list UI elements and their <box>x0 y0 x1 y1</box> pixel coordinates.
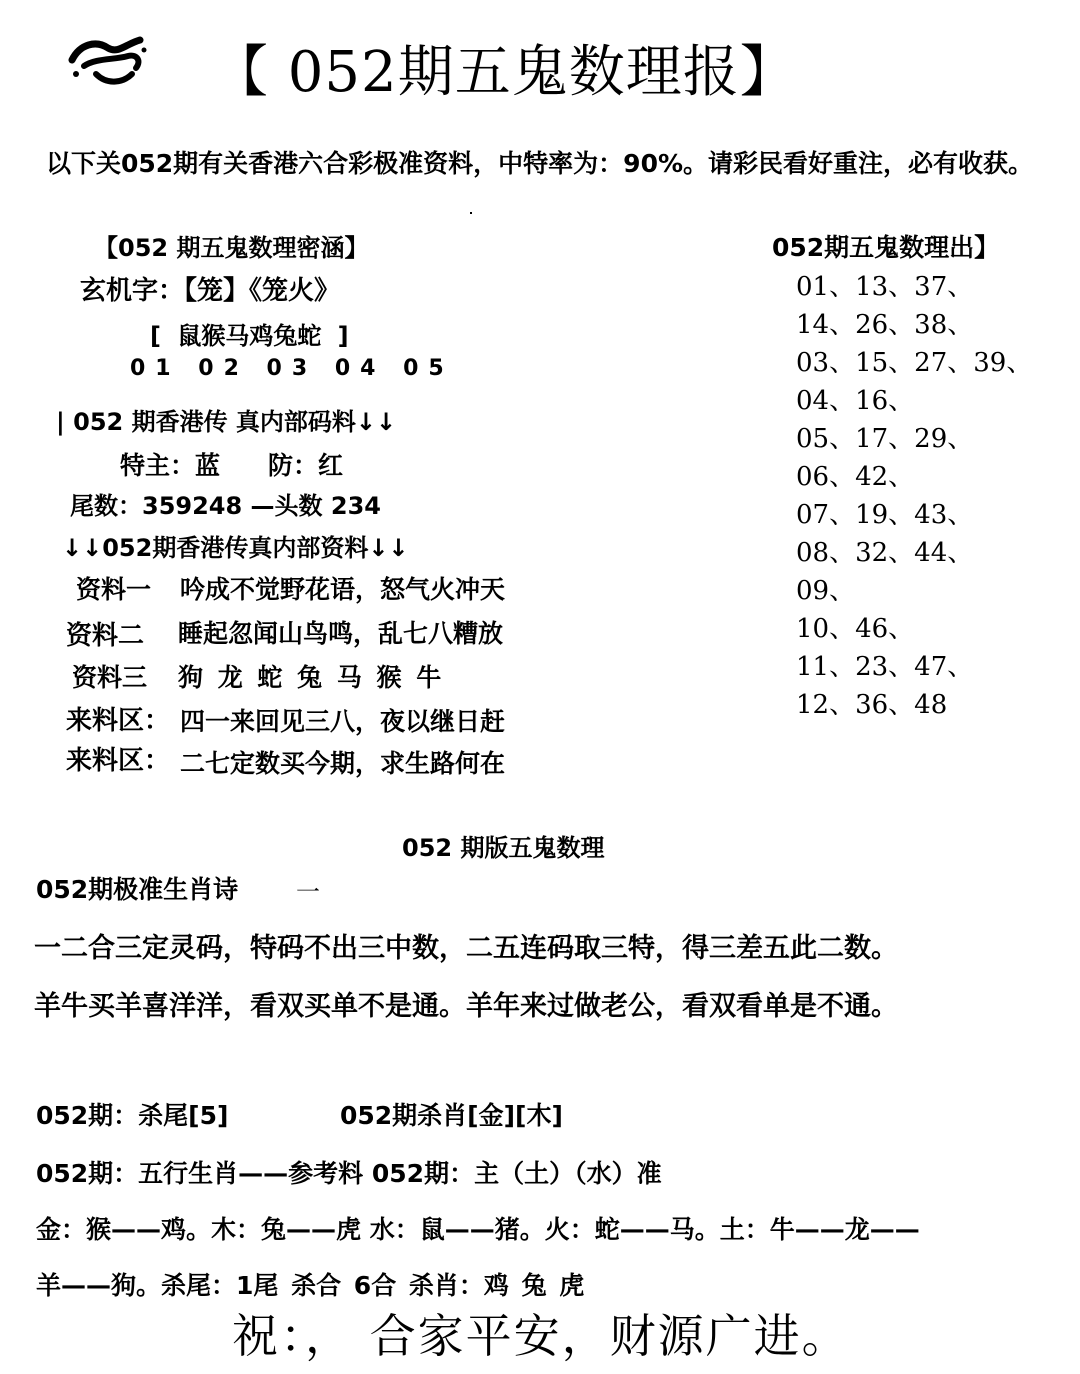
section-title-secret: 【052 期五鬼数理密涵】 <box>94 234 369 262</box>
list-item: 03、15、27、39、 <box>796 348 1033 378</box>
list-item: 05、17、29、 <box>796 424 974 454</box>
row-label: 资料一 <box>76 575 152 604</box>
zodiac-line: [ 鼠猴马鸡兔蛇 ] <box>150 322 349 350</box>
tail-head-line: 尾数：359248 —头数 234 <box>70 492 382 520</box>
center-title: 052 期版五鬼数理 <box>402 834 605 862</box>
poem-line-2: 羊牛买羊喜洋洋，看双买单不是通。羊年来过做老公，看双看单是不通。 <box>34 991 898 1022</box>
row-text: 睡起忽闻山鸟鸣，乱七八糟放 <box>178 619 504 648</box>
row-text: 二七定数买今期，求生路何在 <box>180 749 506 778</box>
intro-paragraph: 以下关052期有关香港六合彩极准资料，中特率为：90%。请彩民看好重注，必有收获。 <box>46 149 1034 178</box>
poem-line-1: 一二合三定灵码，特码不出三中数，二五连码取三特，得三差五此二数。 <box>34 933 898 964</box>
row-label: 资料三 <box>72 663 148 692</box>
kill-zodiac: 052期杀肖[金][木] <box>340 1101 563 1130</box>
wuxing-line-1: 金：猴——鸡。木：兔——虎 水：鼠——猪。火：蛇——马。土：牛——龙—— <box>36 1215 920 1244</box>
te-zhu: 特主：蓝 <box>120 451 221 480</box>
list-item: 06、42、 <box>796 462 915 492</box>
row-label: 来料区： <box>66 746 171 776</box>
right-title: 052期五鬼数理出】 <box>772 233 1000 262</box>
section-title-fax: | 052 期香港传 真内部码料↓↓ <box>56 408 397 436</box>
list-item: 07、19、43、 <box>796 500 974 530</box>
poem-mark: 一 <box>296 878 320 906</box>
xuanji-line: 玄机字：【笼】《笼火》 <box>80 276 341 306</box>
speck <box>470 212 472 214</box>
row-text: 四一来回见三八，夜以继日赶 <box>180 707 506 736</box>
row-text: 吟成不觉野花语，怒气火冲天 <box>180 575 506 604</box>
row-label: 资料二 <box>66 621 145 651</box>
fang: 防：红 <box>268 451 344 480</box>
list-item: 14、26、38、 <box>796 310 974 340</box>
page-title: 【 052期五鬼数理报】 <box>212 40 797 105</box>
kill-tail: 052期：杀尾[5] <box>36 1101 229 1130</box>
number-list <box>796 268 1032 724</box>
row-text: 狗 龙 蛇 兔 马 猴 牛 <box>178 663 442 692</box>
wuxing-reference: 052期：五行生肖——参考料 052期：主（土）（水）准 <box>36 1159 662 1188</box>
numbers-line: 01 02 03 04 05 <box>130 356 454 381</box>
poem-title: 052期极准生肖诗 <box>36 875 239 904</box>
list-item: 10、46、 <box>796 614 915 644</box>
section-title-info: ↓↓052期香港传真内部资料↓↓ <box>62 534 409 562</box>
list-item: 11、23、47、 <box>796 652 974 682</box>
list-item: 04、16、 <box>796 386 915 416</box>
row-label: 来料区： <box>66 706 171 736</box>
list-item: 09、 <box>796 576 856 606</box>
wuxing-line-2: 羊——狗。杀尾：1尾 杀合 6合 杀肖：鸡 兔 虎 <box>36 1271 585 1300</box>
list-item: 08、32、44、 <box>796 538 974 568</box>
list-item: 12、36、48 <box>796 690 948 720</box>
blessing: 祝：， 合家平安，财源广进。 <box>232 1309 850 1363</box>
list-item: 01、13、37、 <box>796 272 974 302</box>
calligraphy-logo-icon <box>66 30 150 90</box>
